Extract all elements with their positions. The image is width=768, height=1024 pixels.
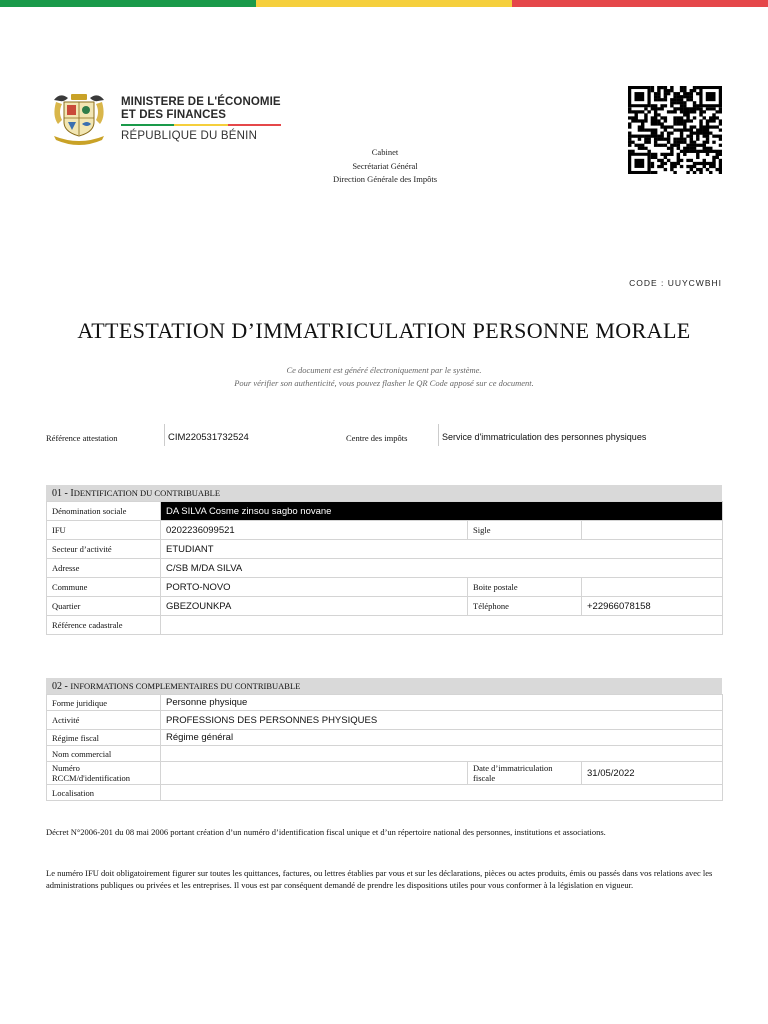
qr-code-icon bbox=[628, 86, 722, 174]
section-number: 02 - bbox=[52, 681, 71, 692]
field-label: Référence cadastrale bbox=[47, 616, 161, 635]
field-label: IFU bbox=[47, 521, 161, 540]
activity-value: PROFESSIONS DES PERSONNES PHYSIQUES bbox=[161, 711, 723, 730]
table-row bbox=[47, 540, 723, 559]
field-label: Régime fiscal bbox=[47, 730, 161, 746]
ifu-value: 0202236099521 bbox=[161, 521, 468, 540]
location-value bbox=[161, 785, 723, 801]
flag-green bbox=[0, 0, 256, 7]
rccm-label-line1: Numéro bbox=[52, 763, 80, 773]
table-row bbox=[47, 711, 723, 730]
flag-yellow bbox=[256, 0, 512, 7]
notice-line1: Ce document est généré électroniquement par le système. bbox=[286, 365, 482, 375]
table-row bbox=[47, 559, 723, 578]
field-label: Localisation bbox=[47, 785, 161, 801]
table-row bbox=[47, 730, 723, 746]
identification-table bbox=[46, 501, 723, 635]
commune-value: PORTO-NOVO bbox=[161, 578, 468, 597]
section-header bbox=[46, 485, 722, 501]
administration-header bbox=[290, 146, 480, 187]
cadastral-value bbox=[161, 616, 723, 635]
reference-value: CIM220531732524 bbox=[168, 432, 249, 443]
document-code: CODE : UUYCWBHI bbox=[629, 278, 722, 288]
po-box-value bbox=[582, 578, 723, 597]
registration-date-value: 31/05/2022 bbox=[582, 762, 723, 785]
flag-red bbox=[512, 0, 768, 7]
header-line-secretariat: Secrétariat Général bbox=[352, 160, 418, 171]
field-label bbox=[47, 762, 161, 785]
phone-value: +22966078158 bbox=[582, 597, 723, 616]
field-label: Adresse bbox=[47, 559, 161, 578]
complementary-table bbox=[46, 694, 723, 801]
ministry-name-line1: MINISTERE DE L'ÉCONOMIE bbox=[121, 96, 281, 108]
field-label: Secteur d’activité bbox=[47, 540, 161, 559]
ifu-legal-notice: Le numéro IFU doit obligatoirement figurer sur toutes les quittances, factures, ou lettres établies par vous et sur les déclarations, pièces ou actes produits, émis ou passés dans vos relations avec les administrations publiques ou privées et les entreprises. Il vous est par conséquent demandé de prendre les dispositions utiles pour vous conformer à la législation en vigueur. bbox=[46, 868, 713, 890]
republic-name: RÉPUBLIQUE DU BÉNIN bbox=[121, 130, 258, 142]
section-title: INFORMATIONS COMPLEMENTAIRES DU CONTRIBUABLE bbox=[70, 681, 301, 691]
tricolor-divider bbox=[121, 124, 281, 126]
reference-label: Référence attestation bbox=[46, 433, 118, 443]
section-number: 01 - bbox=[52, 488, 71, 499]
trade-name-value bbox=[161, 746, 723, 762]
notice-line2: Pour vérifier son authenticité, vous pouvez flasher le QR Code apposé sur ce document. bbox=[234, 377, 534, 388]
field-label: Nom commercial bbox=[47, 746, 161, 762]
table-row bbox=[47, 785, 723, 801]
document-title: ATTESTATION D’IMMATRICULATION PERSONNE MORALE bbox=[77, 318, 691, 343]
address-value: C/SB M/DA SILVA bbox=[161, 559, 723, 578]
decree-reference: Décret N°2006-201 du 08 mai 2006 portant création d’un numéro d’identification fiscal unique et d’un répertoire national des personnes, institutions et associations. bbox=[46, 827, 606, 837]
field-label: Quartier bbox=[47, 597, 161, 616]
identification-section bbox=[46, 485, 722, 635]
tax-centre-divider bbox=[438, 424, 439, 446]
table-row bbox=[47, 616, 723, 635]
reference-divider bbox=[164, 424, 165, 446]
ministry-logo bbox=[46, 90, 286, 150]
field-label: Commune bbox=[47, 578, 161, 597]
sector-value: ETUDIANT bbox=[161, 540, 723, 559]
table-row bbox=[47, 521, 723, 540]
table-row bbox=[47, 695, 723, 711]
header-line-cabinet: Cabinet bbox=[371, 147, 399, 157]
table-row bbox=[47, 762, 723, 785]
legal-form-value: Personne physique bbox=[161, 695, 723, 711]
field-label bbox=[468, 762, 582, 785]
date-label-line2: fiscale bbox=[473, 773, 496, 783]
reference-row bbox=[46, 424, 722, 448]
flag-stripe bbox=[0, 0, 768, 7]
field-label: Téléphone bbox=[468, 597, 582, 616]
field-label: Dénomination sociale bbox=[47, 502, 161, 521]
table-row bbox=[47, 502, 723, 521]
section-title: DENTIFICATION DU CONTRIBUABLE bbox=[73, 488, 221, 498]
denomination-value: DA SILVA Cosme zinsou sagbo novane bbox=[161, 502, 723, 521]
tax-centre-label: Centre des impôts bbox=[346, 433, 408, 443]
coat-of-arms-icon bbox=[46, 90, 112, 148]
field-label: Activité bbox=[47, 711, 161, 730]
field-label: Forme juridique bbox=[47, 695, 161, 711]
table-row bbox=[47, 578, 723, 597]
table-row bbox=[47, 597, 723, 616]
tax-regime-value: Régime général bbox=[161, 730, 723, 746]
tax-centre-value: Service d'immatriculation des personnes physiques bbox=[442, 432, 647, 442]
field-label: Sigle bbox=[468, 521, 582, 540]
rccm-label-line2: RCCM/d'identification bbox=[52, 773, 131, 783]
ministry-name-line2: ET DES FINANCES bbox=[121, 109, 227, 121]
district-value: GBEZOUNKPA bbox=[161, 597, 468, 616]
authenticity-notice bbox=[0, 364, 768, 389]
header-line-direction: Direction Générale des Impôts bbox=[332, 174, 438, 184]
table-row bbox=[47, 746, 723, 762]
section-header bbox=[46, 678, 722, 694]
date-label-line1: Date d’immatriculation bbox=[473, 763, 553, 773]
complementary-section bbox=[46, 678, 722, 801]
section-title-initial: I bbox=[70, 488, 74, 499]
sigle-value bbox=[582, 521, 723, 540]
field-label: Boite postale bbox=[468, 578, 582, 597]
rccm-value bbox=[161, 762, 468, 785]
